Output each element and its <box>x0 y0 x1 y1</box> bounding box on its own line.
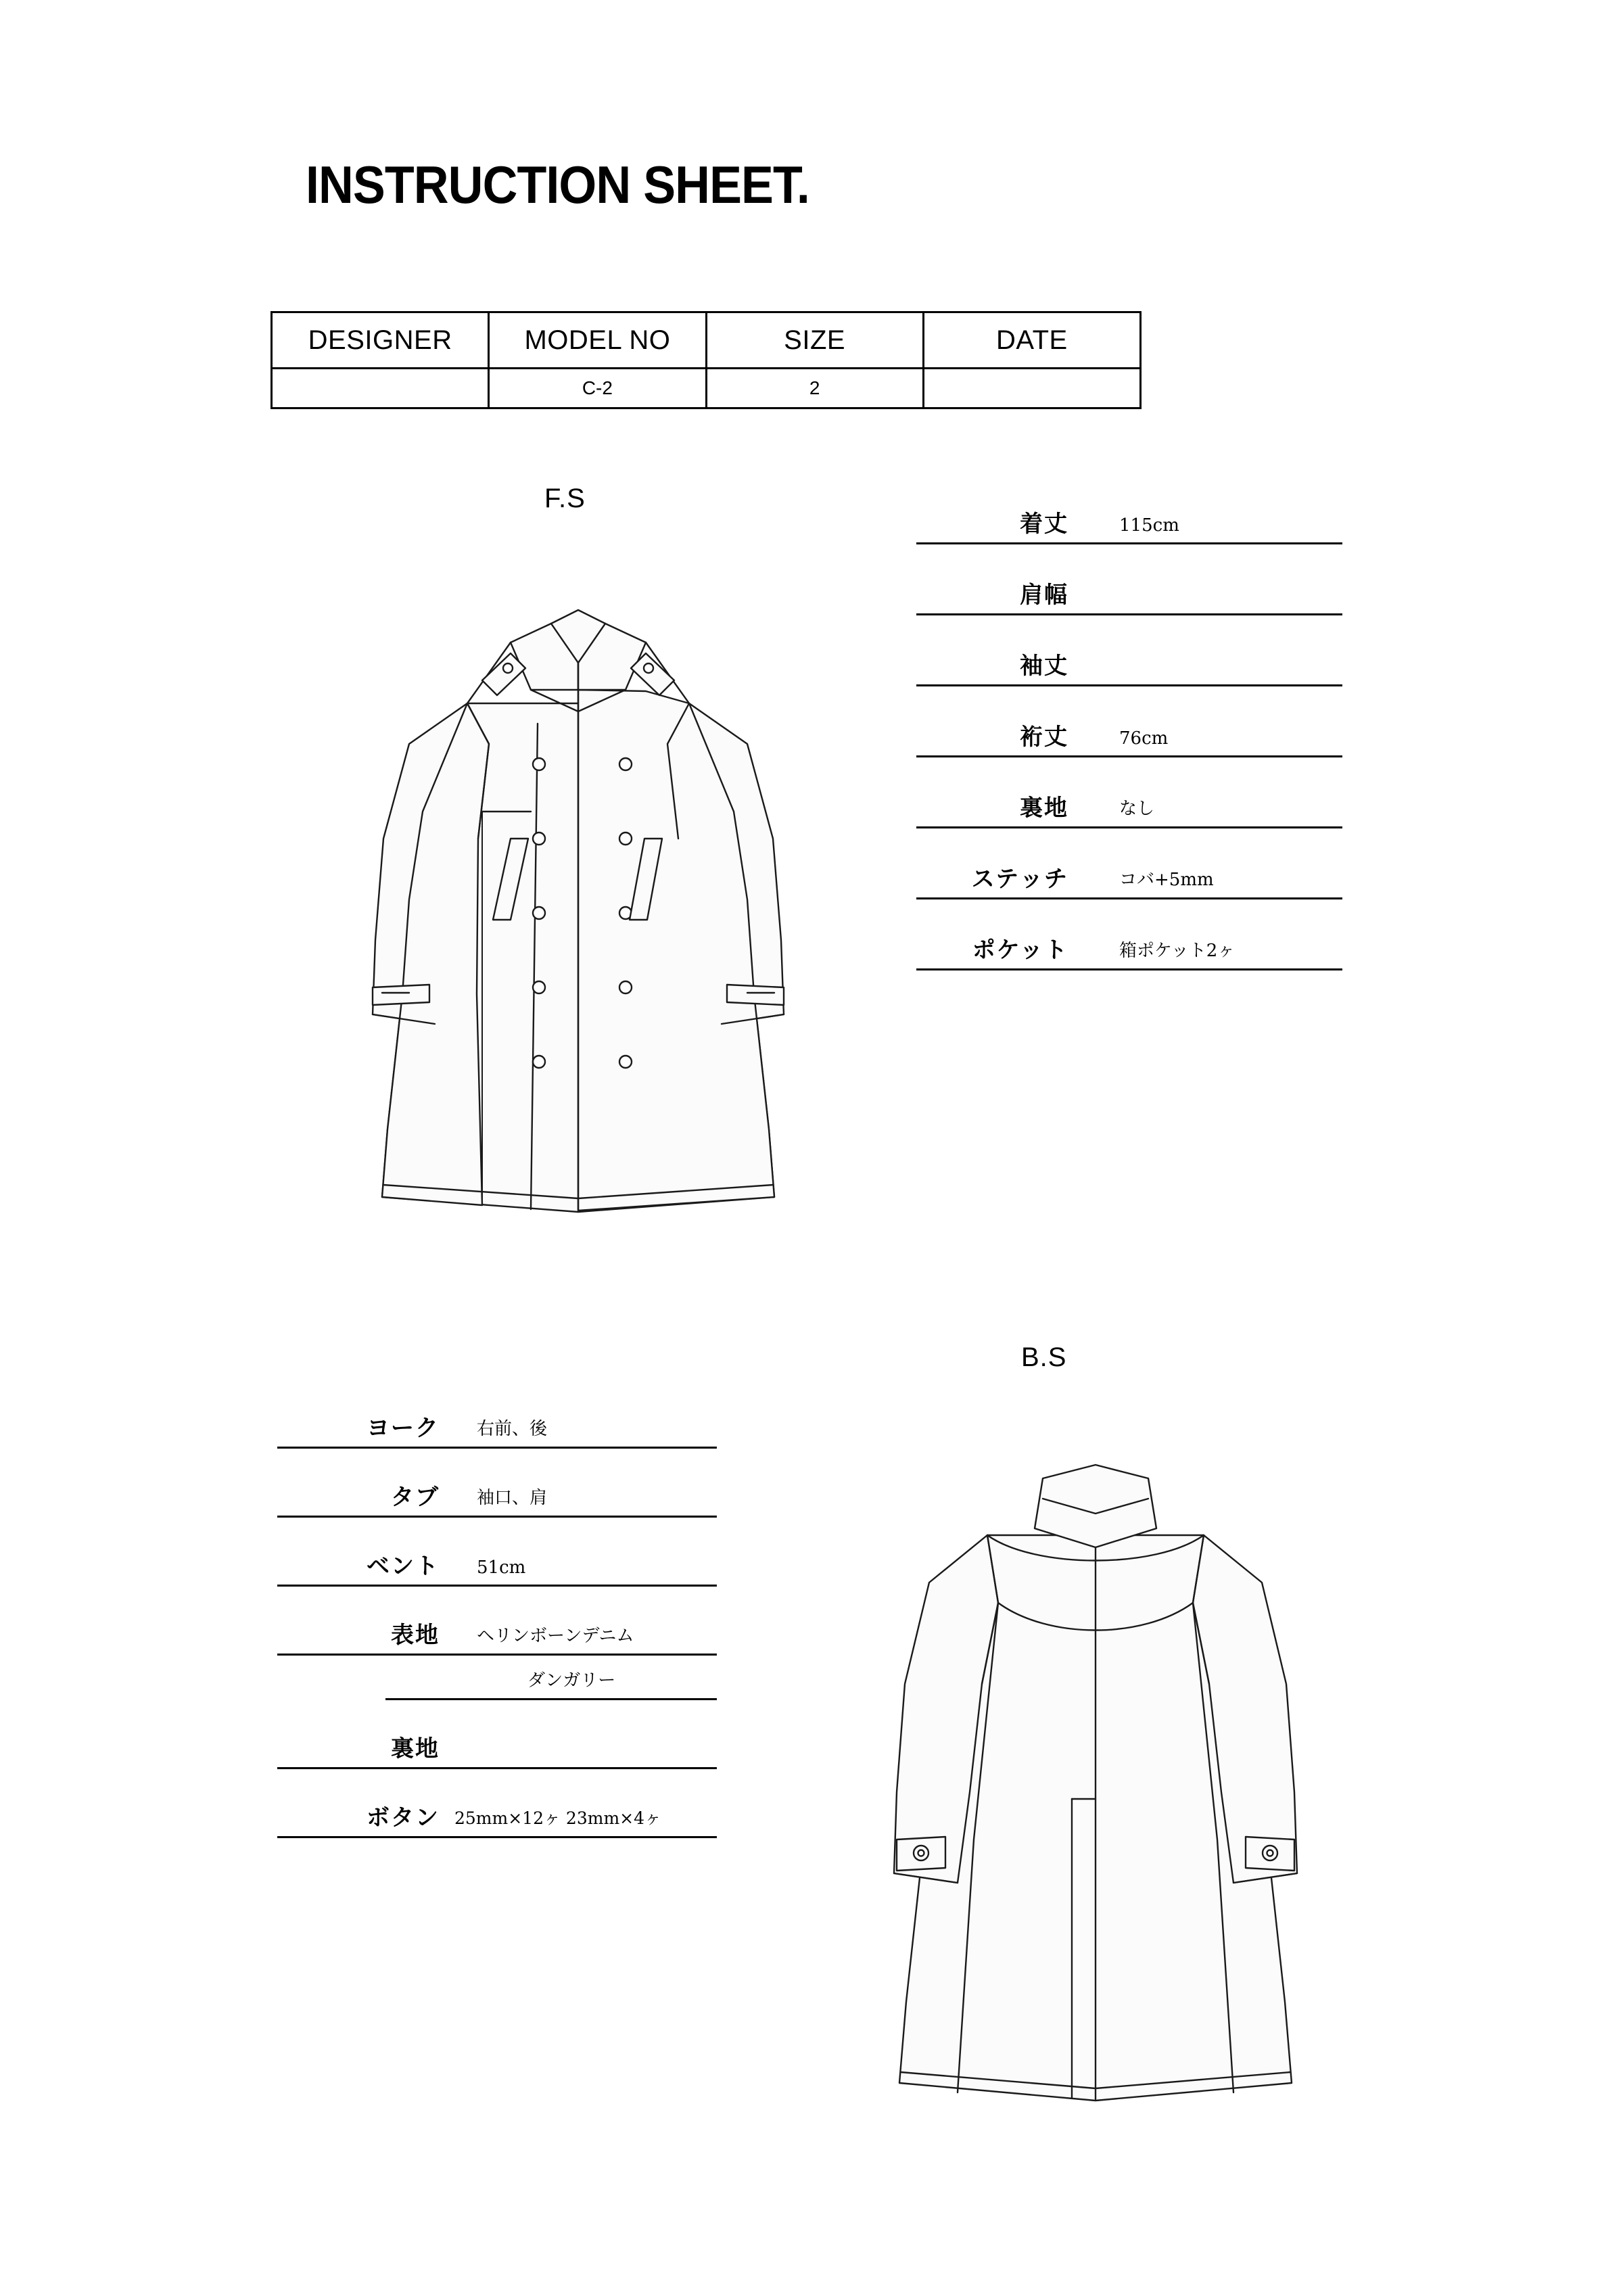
spec-row <box>277 1587 717 1656</box>
page-title: INSTRUCTION SHEET. <box>306 155 809 214</box>
spec-row-sub <box>385 1656 717 1700</box>
value-size: 2 <box>706 369 923 408</box>
spec-value: 右前、後 <box>477 1419 548 1439</box>
spec-list-front <box>916 473 1342 970</box>
spec-value: 51cm <box>477 1557 526 1578</box>
value-designer <box>272 369 489 408</box>
spec-label: ベント <box>367 1553 440 1580</box>
spec-label: 裏地 <box>391 1735 440 1762</box>
spec-label: タブ <box>391 1484 440 1511</box>
spec-row <box>916 473 1342 544</box>
spec-value: 箱ポケット2ヶ <box>1119 941 1236 961</box>
spec-label: 着丈 <box>1020 511 1068 538</box>
spec-label: ポケット <box>972 937 1068 964</box>
spec-row <box>916 615 1342 686</box>
spec-row <box>916 544 1342 615</box>
spec-label: 裄丈 <box>1020 724 1068 751</box>
spec-label: ステッチ <box>971 866 1068 893</box>
header-info-table <box>270 311 1142 409</box>
column-header-designer: DESIGNER <box>272 312 489 369</box>
spec-value: ヘリンボーンデニム <box>477 1626 634 1646</box>
back-technical-drawing <box>832 1366 1359 2137</box>
spec-row <box>277 1380 717 1449</box>
spec-value <box>440 1760 477 1767</box>
spec-value <box>1068 607 1119 613</box>
column-header-model-no: MODEL NO <box>489 312 706 369</box>
spec-row <box>277 1518 717 1587</box>
spec-value: 115cm <box>1119 515 1179 536</box>
front-view-label: F.S <box>544 484 586 513</box>
value-model-no: C-2 <box>489 369 706 408</box>
table-header-row <box>272 312 1141 369</box>
spec-value: 76cm <box>1119 728 1169 749</box>
spec-row <box>916 757 1342 828</box>
spec-list-back <box>277 1380 717 1838</box>
value-date <box>923 369 1140 408</box>
spec-value: 25mm×12ヶ 23mm×4ヶ <box>454 1808 662 1828</box>
spec-row <box>277 1700 717 1769</box>
spec-value <box>1068 678 1119 684</box>
spec-value: ダンガリー <box>527 1670 616 1691</box>
spec-label: 袖丈 <box>1020 653 1068 680</box>
front-technical-drawing <box>308 521 849 1251</box>
spec-value: コバ+5mm <box>1119 870 1214 890</box>
table-value-row <box>272 369 1141 408</box>
spec-row <box>916 828 1342 899</box>
spec-value: なし <box>1119 799 1155 819</box>
spec-row <box>916 899 1342 970</box>
spec-row <box>916 686 1342 757</box>
spec-label: 裏地 <box>1020 795 1068 822</box>
spec-label: 表地 <box>391 1622 440 1649</box>
spec-label: 肩幅 <box>1020 582 1068 609</box>
spec-row <box>277 1449 717 1518</box>
spec-value: 袖口、肩 <box>477 1488 548 1508</box>
spec-label: ヨーク <box>367 1415 440 1442</box>
column-header-size: SIZE <box>706 312 923 369</box>
spec-row <box>277 1769 717 1838</box>
spec-label: ボタン <box>367 1804 440 1831</box>
column-header-date: DATE <box>923 312 1140 369</box>
back-view-label: B.S <box>1021 1342 1067 1372</box>
